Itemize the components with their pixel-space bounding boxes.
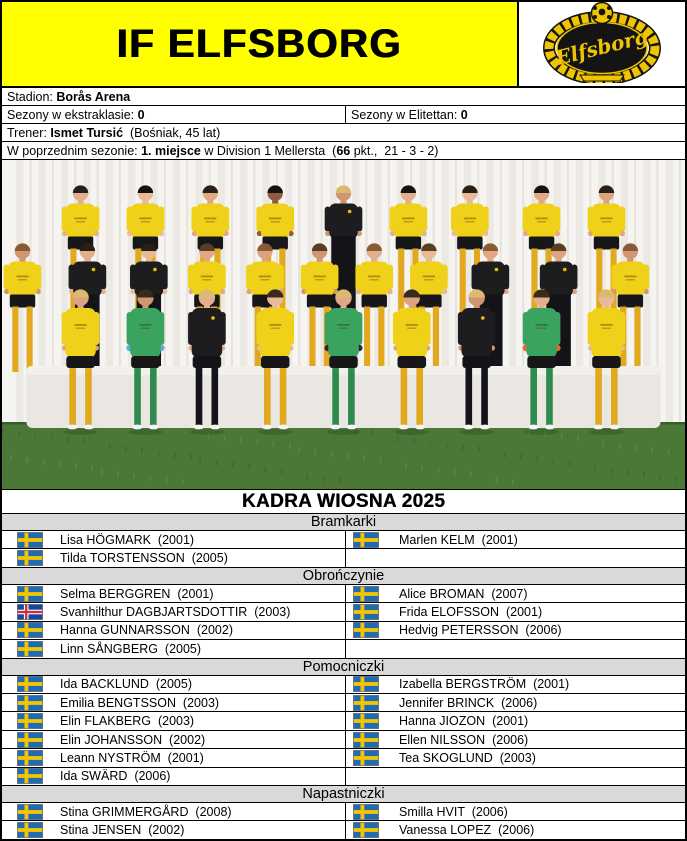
info-row: [2, 142, 685, 160]
info-text-segment: Ismet Tursić: [50, 125, 124, 140]
player-cell: [345, 622, 685, 639]
flag-sweden-icon: [17, 713, 43, 729]
player-cell: [2, 821, 345, 838]
player-name: Tea SKOGLUND (2003): [399, 750, 536, 765]
flag-sweden-icon: [353, 750, 379, 766]
player-row: [2, 821, 685, 838]
player-name: Tilda TORSTENSSON (2005): [60, 551, 228, 566]
player-cell: [2, 803, 345, 820]
info-row: [2, 124, 685, 142]
player-name: Alice BROMAN (2007): [399, 586, 528, 601]
player-cell: [2, 731, 345, 748]
flag-sweden-icon: [353, 622, 379, 638]
player-cell: [2, 749, 345, 766]
player-name: Leann NYSTRÖM (2001): [60, 750, 204, 765]
club-header: [2, 2, 685, 88]
player-name: Linn SÅNGBERG (2005): [60, 641, 202, 656]
flag-sweden-icon: [353, 822, 379, 838]
flag-sweden-icon: [353, 532, 379, 548]
roster-title: KADRA WIOSNA 2025: [2, 490, 685, 514]
player-name: Frida ELOFSSON (2001): [399, 604, 543, 619]
section-header-bramkarki: Bramkarki: [2, 514, 685, 531]
info-text-segment: (Bośniak, 45 lat): [123, 125, 221, 140]
player-name: Jennifer BRINCK (2006): [399, 695, 538, 710]
player-row: [2, 531, 685, 549]
player-name: Smilla HVIT (2006): [399, 804, 508, 819]
info-table: [2, 88, 685, 160]
player-name: Stina JENSEN (2002): [60, 823, 185, 838]
player-cell: [2, 676, 345, 693]
info-row: [2, 88, 685, 106]
flag-sweden-icon: [353, 713, 379, 729]
info-cell: [2, 106, 345, 123]
player-name: Ida BACKLUND (2005): [60, 677, 193, 692]
player-cell: [345, 694, 685, 711]
player-name: Marlen KELM (2001): [399, 532, 518, 547]
flag-sweden-icon: [17, 532, 43, 548]
player-name: Hanna JIOZON (2001): [399, 714, 529, 729]
flag-sweden-icon: [353, 804, 379, 820]
player-cell: [2, 622, 345, 639]
player-cell: [2, 585, 345, 602]
flag-sweden-icon: [353, 586, 379, 602]
player-cell: [2, 694, 345, 711]
player-row: [2, 676, 685, 694]
flag-sweden-icon: [17, 732, 43, 748]
player-name: Izabella BERGSTRÖM (2001): [399, 677, 570, 692]
player-row: [2, 622, 685, 640]
flag-iceland-icon: [17, 604, 43, 620]
player-cell: [345, 603, 685, 620]
info-text-segment: W poprzednim sezonie:: [7, 143, 142, 158]
player-name: Ida SWÄRD (2006): [60, 769, 171, 784]
flag-sweden-icon: [353, 732, 379, 748]
flag-sweden-icon: [17, 641, 43, 657]
flag-sweden-icon: [17, 622, 43, 638]
info-cell: [2, 142, 685, 159]
club-logo: [519, 2, 685, 86]
info-text-segment: Sezony w ekstraklasie:: [7, 107, 138, 122]
player-name: Vanessa LOPEZ (2006): [399, 823, 535, 838]
svg-text:Elfsborg: Elfsborg: [552, 23, 651, 70]
info-text-segment: 0: [460, 107, 468, 122]
player-name: Ellen NILSSON (2006): [399, 732, 529, 747]
flag-sweden-icon: [17, 550, 43, 566]
flag-sweden-icon: [17, 586, 43, 602]
info-text-segment: 1. miejsce: [141, 143, 201, 158]
player-cell: [345, 749, 685, 766]
info-cell: [2, 124, 685, 141]
player-row: [2, 768, 685, 786]
player-name: Hanna GUNNARSSON (2002): [60, 623, 233, 638]
player-name: Elin JOHANSSON (2002): [60, 732, 206, 747]
club-title: IF ELFSBORG: [2, 2, 519, 86]
info-text-segment: Stadion:: [7, 89, 57, 104]
player-cell: [345, 585, 685, 602]
player-cell: [345, 640, 685, 657]
player-cell: [2, 549, 345, 566]
roster-body: [2, 514, 685, 839]
player-name: Selma BERGGREN (2001): [60, 586, 214, 601]
player-cell: [345, 768, 685, 785]
player-row: [2, 712, 685, 730]
player-cell: [345, 803, 685, 820]
section-header-pomocniczki: Pomocniczki: [2, 659, 685, 676]
player-name: Hedvig PETERSSON (2006): [399, 623, 562, 638]
player-cell: [345, 549, 685, 566]
player-row: [2, 585, 685, 603]
flag-sweden-icon: [17, 750, 43, 766]
player-name: Emilia BENGTSSON (2003): [60, 695, 220, 710]
player-cell: [2, 603, 345, 620]
player-cell: [2, 531, 345, 548]
info-text-segment: w Division 1 Mellersta (: [200, 143, 337, 158]
flag-sweden-icon: [17, 804, 43, 820]
flag-sweden-icon: [17, 768, 43, 784]
player-name: Stina GRIMMERGÅRD (2008): [60, 804, 232, 819]
info-text-segment: 66: [336, 143, 351, 158]
flag-sweden-icon: [353, 695, 379, 711]
player-cell: [345, 531, 685, 548]
flag-sweden-icon: [353, 676, 379, 692]
info-cell: [2, 88, 685, 105]
info-cell: [345, 106, 685, 123]
flag-sweden-icon: [17, 822, 43, 838]
info-text-segment: pkt., 21 - 3 - 2): [350, 143, 439, 158]
flag-sweden-icon: [17, 695, 43, 711]
player-row: [2, 694, 685, 712]
player-row: [2, 731, 685, 749]
player-cell: [2, 712, 345, 729]
player-cell: [345, 676, 685, 693]
player-row: [2, 640, 685, 658]
info-text-segment: Borås Arena: [56, 89, 131, 104]
flag-sweden-icon: [353, 604, 379, 620]
info-text-segment: Trener:: [7, 125, 51, 140]
section-header-obrończynie: Obrończynie: [2, 568, 685, 585]
player-row: [2, 549, 685, 567]
info-text-segment: 0: [137, 107, 145, 122]
team-photo: [2, 160, 685, 490]
player-cell: [345, 712, 685, 729]
info-text-segment: Sezony w Elitettan:: [351, 107, 461, 122]
player-cell: [2, 640, 345, 657]
player-cell: [345, 731, 685, 748]
elfsborg-crest-icon: [540, 1, 664, 88]
player-row: [2, 803, 685, 821]
player-name: Svanhilthur DAGBJARTSDOTTIR (2003): [60, 604, 291, 619]
player-cell: [2, 768, 345, 785]
roster-table: [2, 490, 685, 839]
player-name: Elin FLAKBERG (2003): [60, 714, 195, 729]
section-header-napastniczki: Napastniczki: [2, 786, 685, 803]
player-row: [2, 749, 685, 767]
player-name: Lisa HÖGMARK (2001): [60, 532, 195, 547]
player-row: [2, 603, 685, 621]
info-row: [2, 106, 685, 124]
player-cell: [345, 821, 685, 838]
flag-sweden-icon: [17, 676, 43, 692]
